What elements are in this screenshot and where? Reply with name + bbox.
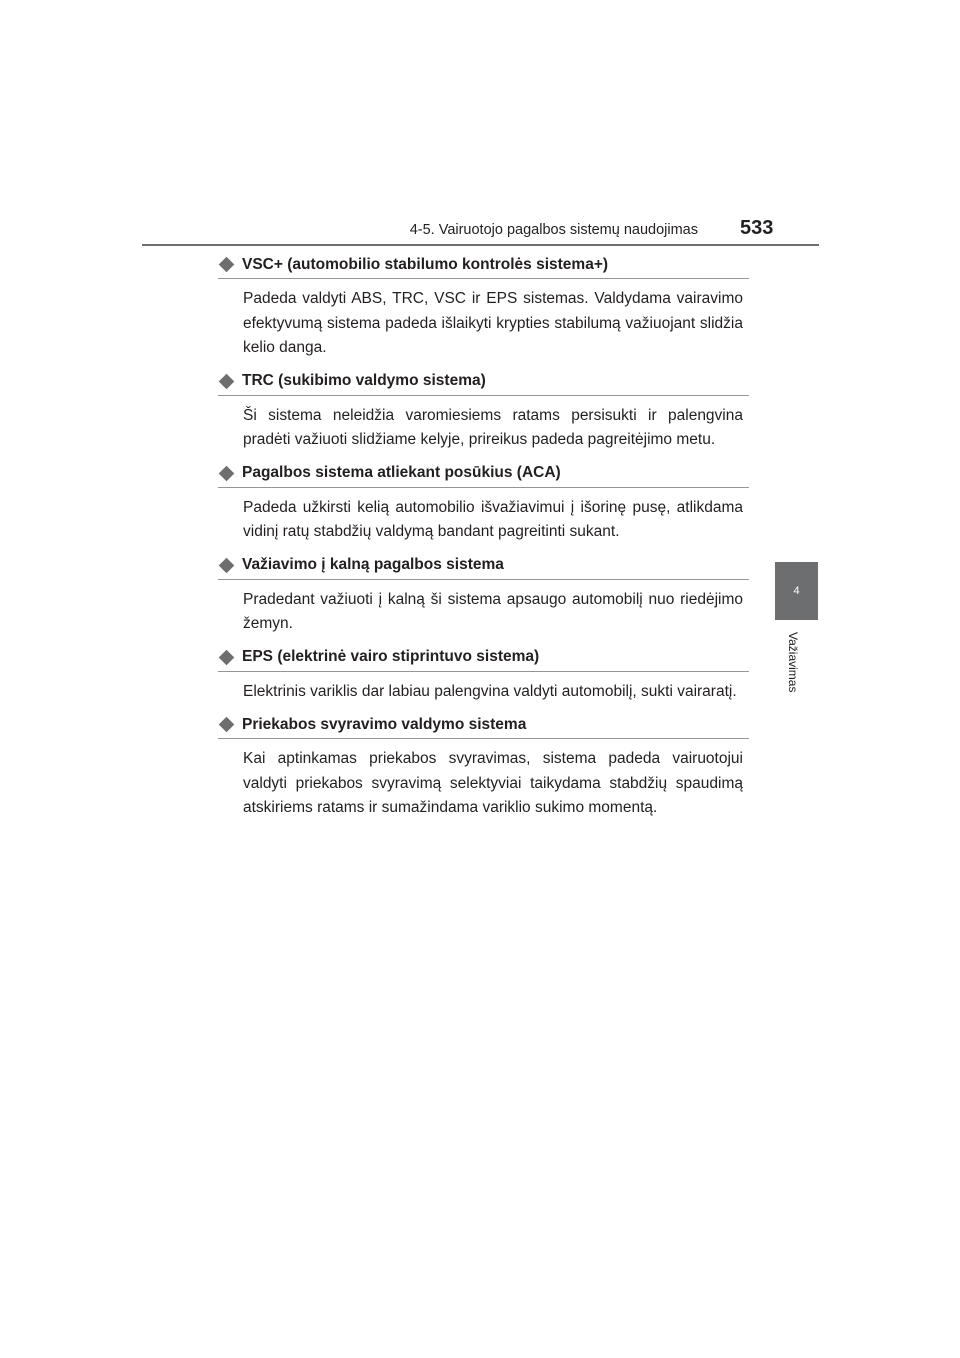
section-body: Kai aptinkamas priekabos svyravimas, sistema padeda vairuotojui valdyti priekabos svyravimą selektyviai taikydama stabdžių spaudimą atskiriems ratams ir sumažindama variklio sukimo momentą. bbox=[243, 750, 743, 816]
chapter-tab bbox=[775, 562, 818, 620]
page-header bbox=[0, 0, 960, 250]
section-eps bbox=[218, 646, 749, 705]
section-heading bbox=[218, 253, 749, 279]
header-divider bbox=[142, 244, 819, 246]
diamond-bullet-icon bbox=[219, 465, 235, 481]
diamond-bullet-icon bbox=[219, 557, 235, 573]
section-body: Padeda valdyti ABS, TRC, VSC ir EPS sistemas. Valdydama vairavimo efektyvumą sistema padeda išlaikyti krypties stabilumą važiuojant slidžia kelio danga. bbox=[243, 290, 743, 356]
section-heading bbox=[218, 370, 749, 396]
section-heading-text: Priekabos svyravimo valdymo sistema bbox=[242, 715, 527, 733]
section-body: Elektrinis variklis dar labiau palengvina valdyti automobilį, sukti vairaratį. bbox=[243, 682, 737, 700]
page-content bbox=[218, 253, 749, 830]
diamond-bullet-icon bbox=[219, 717, 235, 733]
section-heading-text: EPS (elektrinė vairo stiprintuvo sistema) bbox=[242, 648, 540, 665]
section-body: Ši sistema neleidžia varomiesiems ratams persisukti ir palengvina pradėti važiuoti slidžiame kelyje, prireikus padeda pagreitėjimo metu. bbox=[243, 406, 743, 448]
section-vsc bbox=[218, 253, 749, 361]
section-body: Pradedant važiuoti į kalną ši sistema apsaugo automobilį nuo riedėjimo žemyn. bbox=[243, 590, 743, 632]
section-aca bbox=[218, 462, 749, 545]
section-heading-text: TRC (sukibimo valdymo sistema) bbox=[242, 372, 486, 389]
section-hill-start bbox=[218, 554, 749, 637]
section-heading-text: VSC+ (automobilio stabilumo kontrolės sistema+) bbox=[242, 255, 609, 273]
section-trailer-sway bbox=[218, 713, 749, 821]
section-heading-text: Pagalbos sistema atliekant posūkius (ACA) bbox=[242, 464, 561, 481]
section-heading bbox=[218, 713, 749, 739]
section-title: 4-5. Vairuotojo pagalbos sistemų naudojimas bbox=[409, 222, 698, 238]
diamond-bullet-icon bbox=[219, 649, 235, 665]
chapter-number: 4 bbox=[793, 585, 800, 597]
diamond-bullet-icon bbox=[219, 257, 235, 273]
section-heading bbox=[218, 646, 749, 672]
section-body: Padeda užkirsti kelią automobilio išvažiavimui į išorinę pusę, atlikdama vidinį ratų stabdžių valdymą bandant pagreitinti sukant. bbox=[243, 498, 743, 540]
section-heading bbox=[218, 554, 749, 580]
page-number: 533 bbox=[740, 217, 774, 239]
diamond-bullet-icon bbox=[219, 373, 235, 389]
section-trc bbox=[218, 370, 749, 453]
chapter-label: Važiavimas bbox=[786, 632, 800, 693]
section-heading-text: Važiavimo į kalną pagalbos sistema bbox=[242, 556, 504, 573]
section-heading bbox=[218, 462, 749, 488]
